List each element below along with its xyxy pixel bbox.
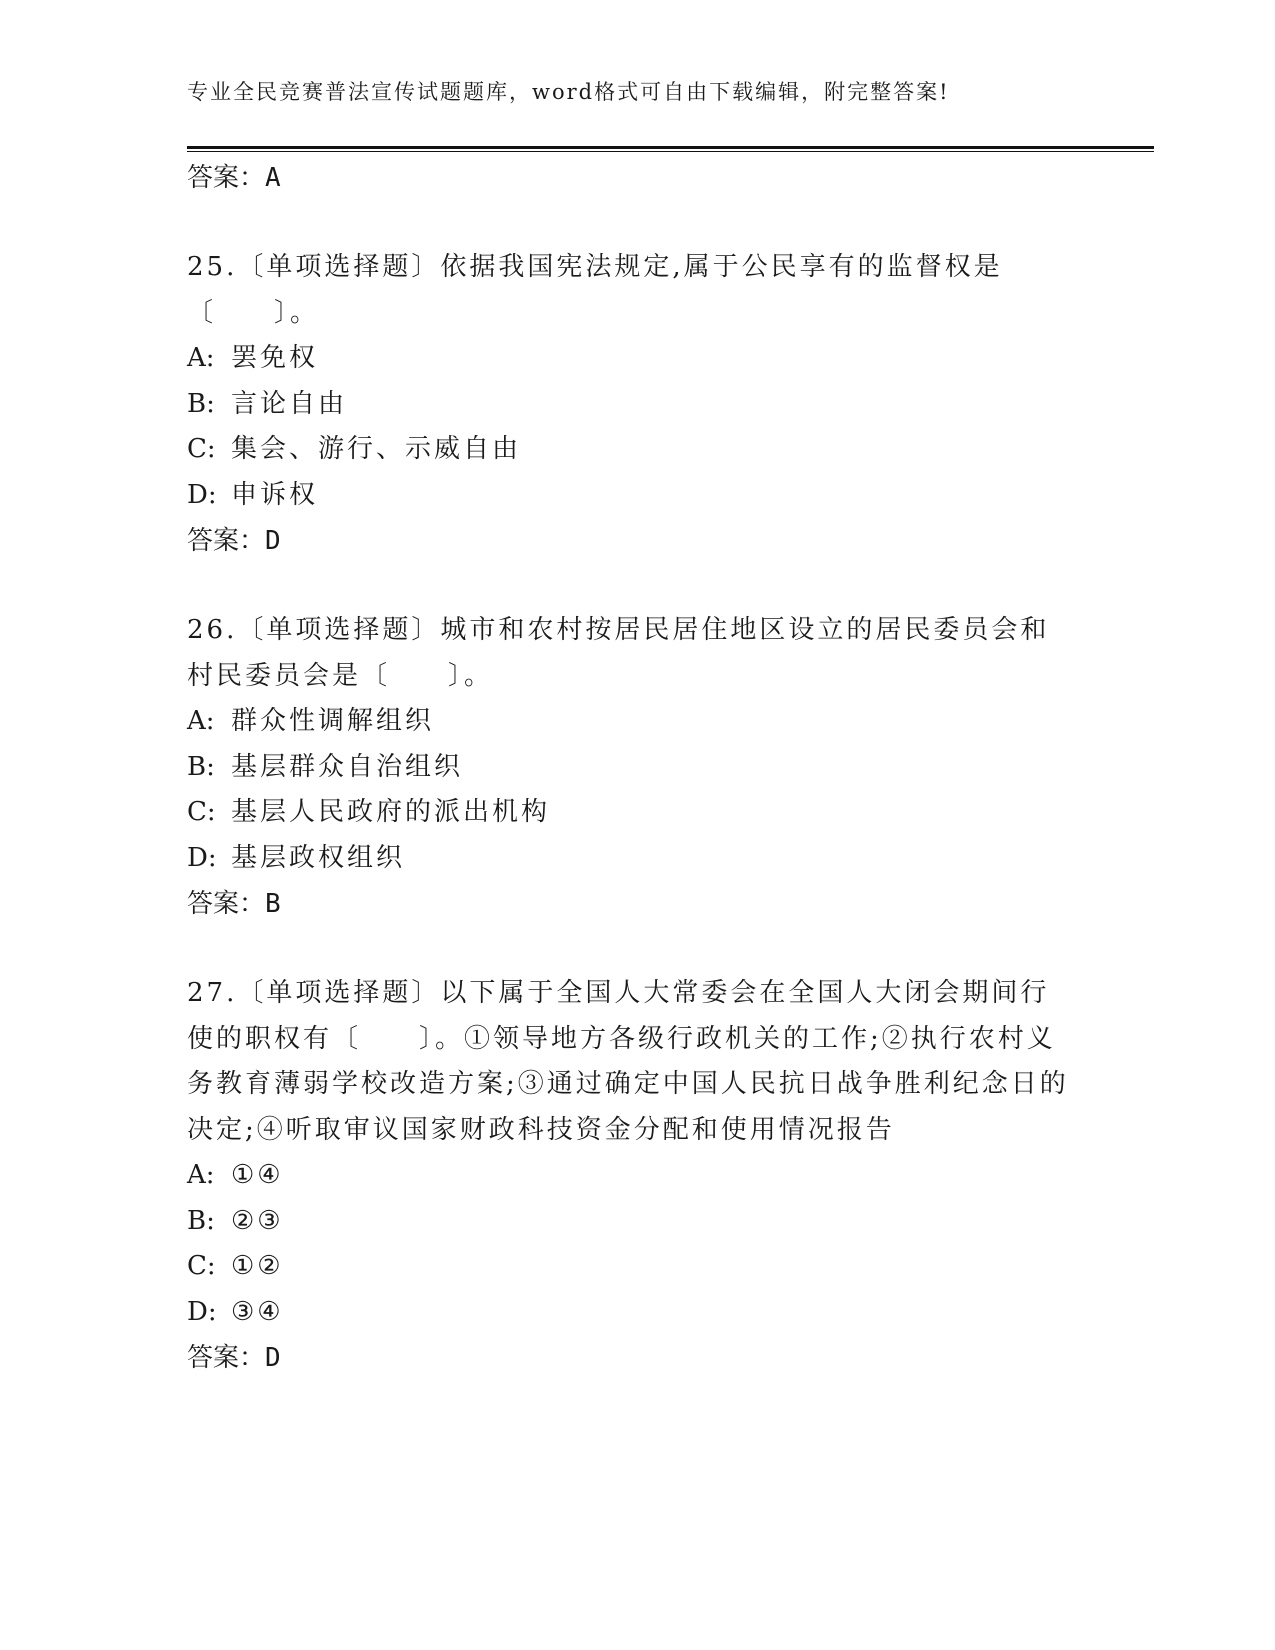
option-text: 言论自由 bbox=[231, 388, 348, 419]
option-text: 基层人民政府的派出机构 bbox=[231, 797, 551, 827]
option-b bbox=[187, 1199, 1087, 1245]
option-key: D: bbox=[187, 842, 217, 873]
answer-label: 答案： bbox=[187, 889, 266, 919]
option-key: C: bbox=[187, 434, 216, 464]
answer-line bbox=[187, 155, 1087, 201]
option-text: ①④ bbox=[231, 1160, 284, 1190]
answer-value: B bbox=[265, 889, 281, 919]
option-text: 集会、游行、示威自由 bbox=[231, 434, 522, 464]
option-text: 基层群众自治组织 bbox=[231, 751, 464, 782]
option-a bbox=[187, 699, 1087, 745]
option-text: ②③ bbox=[231, 1205, 284, 1236]
question-26 bbox=[187, 608, 1087, 927]
answer-value: D bbox=[265, 526, 281, 556]
question-27 bbox=[187, 971, 1087, 1381]
option-key: B: bbox=[187, 388, 215, 419]
option-a bbox=[187, 336, 1087, 382]
option-c bbox=[187, 790, 1087, 836]
option-b bbox=[187, 382, 1087, 428]
option-key: B: bbox=[187, 1205, 215, 1236]
option-c bbox=[187, 1244, 1087, 1290]
question-text: 26.〔单项选择题〕城市和农村按居民居住地区设立的居民委员会和村民委员会是〔 〕。 bbox=[187, 615, 1050, 691]
option-key: A: bbox=[187, 1160, 215, 1190]
option-key: C: bbox=[187, 797, 216, 827]
option-b bbox=[187, 745, 1087, 791]
question-25 bbox=[187, 245, 1087, 564]
answer-label: 答案： bbox=[187, 526, 266, 556]
option-key: D: bbox=[187, 479, 217, 510]
question-text: 25.〔单项选择题〕依据我国宪法规定,属于公民享有的监督权是〔 〕。 bbox=[187, 252, 1003, 328]
answer-line bbox=[187, 881, 1087, 927]
option-key: A: bbox=[187, 706, 215, 736]
option-text: 基层政权组织 bbox=[231, 842, 406, 873]
option-key: D: bbox=[187, 1296, 217, 1327]
option-a bbox=[187, 1153, 1087, 1199]
option-d bbox=[187, 836, 1087, 882]
option-d bbox=[187, 473, 1087, 519]
answer-line bbox=[187, 1335, 1087, 1381]
answer-label: 答案： bbox=[187, 1343, 266, 1373]
option-text: ③④ bbox=[231, 1296, 284, 1327]
answer-value: A bbox=[265, 163, 281, 193]
header-rule-thin bbox=[187, 151, 1154, 152]
answer-label: 答案： bbox=[187, 163, 266, 193]
question-list bbox=[187, 155, 1087, 1381]
option-text: 罢免权 bbox=[231, 343, 319, 373]
answer-line bbox=[187, 518, 1087, 564]
option-text: ①② bbox=[231, 1251, 284, 1281]
option-text: 群众性调解组织 bbox=[231, 706, 435, 736]
answer-value: D bbox=[265, 1343, 281, 1373]
option-key: C: bbox=[187, 1251, 216, 1281]
option-key: B: bbox=[187, 751, 215, 782]
option-d bbox=[187, 1290, 1087, 1336]
header-rule-thick bbox=[187, 146, 1154, 149]
question-text: 27.〔单项选择题〕以下属于全国人大常委会在全国人大闭会期间行使的职权有〔 〕。①领导地方各级行政机关的工作;②执行农村义务教育薄弱学校改造方案;③通过确定中国人民抗日战争胜利纪念日的决定;④听取审议国家财政科技资金分配和使用情况报告 bbox=[187, 978, 1069, 1145]
option-key: A: bbox=[187, 343, 215, 373]
page-header: 专业全民竞赛普法宣传试题题库，word格式可自由下载编辑，附完整答案! bbox=[187, 80, 950, 104]
option-text: 申诉权 bbox=[231, 479, 319, 510]
option-c bbox=[187, 427, 1087, 473]
